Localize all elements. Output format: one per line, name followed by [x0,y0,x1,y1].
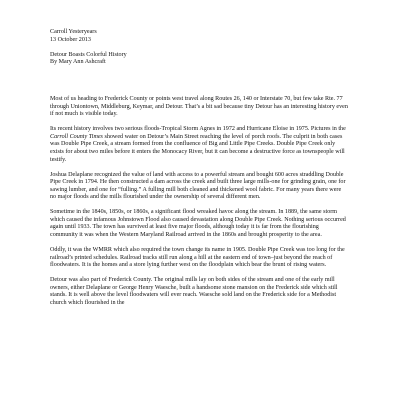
paragraph-floods-before: Its recent history involves two serious floods-Tropical Storm Agnes in 1972 and Hurricane Eloise in 1975. Pictures in the [50,126,346,133]
article-header [50,29,127,67]
article-date: 13 October 2013 [50,36,91,43]
paragraph-mills: Joshua Delaplane recognized the value of land with access to a powerful stream and bought 600 acres straddling Double Pipe Creek in 1794. He then constructed a dam across the creek and built three large mills-one for grinding grain, one for sawing lumber, and one for “fulling.” A fulling mill both cleaned and thickened wool fabric. For many years there were no major floods and the mills flourished under the ownership of several different men. [50,171,346,201]
paragraph-floods-after: showed water on Detour’s Main Street reaching the level of porch roofs. The culprit in both cases was Double Pipe Creek, a stream formed from the confluence of Big and Little Pipe Creeks. Double Pipe Creek only exists for about two miles before it enters the Monocacy River, but it can become a destructive force as townspeople will testify. [50,133,345,163]
paragraph-intro: Most of us heading to Frederick County or points west travel along Routes 26, 140 or Interstate 70, but few take Rte. 77 through Uniontown, Middleburg, Keymar, and Detour. That’s a bit sad because tiny Detour has an interesting history even if not much is visible today. [50,96,348,118]
article-byline: By Mary Ann Ashcraft [50,59,106,66]
article-body [50,96,348,308]
paragraph-flood-history: Sometime in the 1840s, 1850s, or 1860s, a significant flood wreaked havoc along the stream. In 1889, the same storm which caused the infamous Johnstown Flood also caused devastation along Double Pipe Creek. Nothing serious occurred again until 1933. The town has survived at least five major floods, although today it is far from the flourishing community it was when the Western Maryland Railroad arrived in the 1860s and brought prosperity to the area. [50,209,346,239]
article-headline: Detour Boasts Colorful History [50,51,127,58]
paragraph-frederick-county: Detour was also part of Frederick County. The original mills lay on both sides of the stream and one of the early mill owners, either Delaplane or George Henry Waesche, built a handsome stone mansion on the Frederick side which still stands. It is well above the level floodwaters will ever reach. Waesche sold land on the Frederick side for a Methodist church which flourished in the [50,277,338,307]
paragraph-floods [50,126,348,164]
spacer-line [50,44,127,52]
newspaper-title: Carroll County Times [50,133,103,140]
paragraph-railroad: Oddly, it was the WMRR which also required the town change its name in 1905. Double Pipe Creek was too long for the railroad’s printed schedules. Railroad tracks still run along a hill at the eastern end of town–just beyond the reach of floodwaters. It is the homes and a store lying further west on the floodplain which bear the brunt of rising waters. [50,247,345,269]
column-name: Carroll Yesteryears [50,29,97,35]
